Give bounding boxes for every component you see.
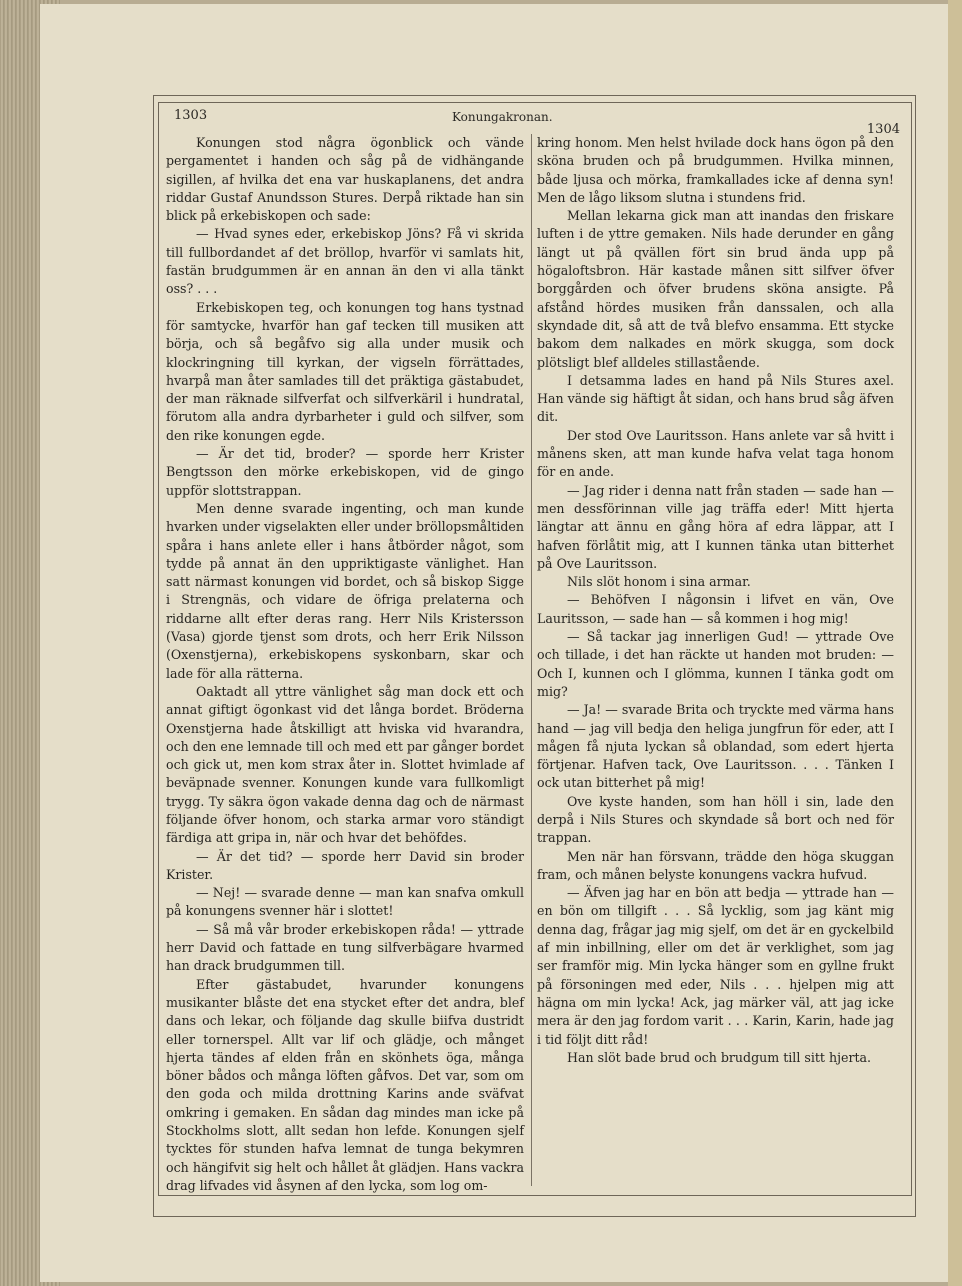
left-column — [166, 134, 524, 1195]
paragraph: Men denne svarade ingenting, och man kunde hvarken under vigselakten eller under bröllopsmåltiden spåra i hans anlete eller i hans åtbörder något, som tydde på annat än den uppriktigaste vänlighet. Han satt närmast konungen vid bordet, och så biskop Sigge i Strengnäs, och vidare de öfriga prelaterna och riddarne allt efter deras rang. Herr Nils Kristersson (Vasa) gjorde tjenst som drots, och herr Erik Nilsson (Oxenstjerna), erkebiskopens syskonbarn, skar och lade för alla rätterna. — [166, 500, 524, 681]
paragraph: — Är det tid, broder? — sporde herr Krister Bengtsson den mörke erkebiskopen, vid de gingo uppför slottstrappan. — [166, 446, 524, 498]
page-number-right: 1304 — [866, 122, 900, 137]
running-title: Konungakronan. — [452, 110, 553, 124]
paragraph: kring honom. Men helst hvilade dock hans ögon på den sköna bruden och på brudgummen. Hvilka minnen, både ljusa och mörka, framkallades icke af denna syn! Men de lågo liksom slutna i stundens frid. — [537, 135, 894, 205]
paragraph: Ove kyste handen, som han höll i sin, lade den derpå i Nils Stures och skyndade så bort och ned för trappan. — [537, 793, 894, 846]
paragraph: — Behöfven I någonsin i lifvet en vän, Ove Lauritsson, — sade han — så kommen i hog mig! — [537, 592, 894, 626]
paragraph: — Hvad synes eder, erkebiskop Jöns? Få vi skrida till fullbordandet af det bröllop, hvarför vi samlats hit, fastän brudgummen är en annan än den vi alla tänkt oss? . . . — [166, 226, 524, 297]
paragraph: — Jag rider i denna natt från staden — sade han — men dessförinnan ville jag träffa eder! Mitt hjerta längtar att ännu en gång höra af edra läppar, att I hafven förlåtit mig, att I kunnen tänka utan bitterhet på Ove Lauritsson. — [537, 482, 894, 571]
paragraph: Efter gästabudet, hvarunder konungens musikanter blåste det ena stycket efter det andra, blef dans och lekar, och följande dag skulle biifva dustridt eller tornerspel. Allt var lif och glädje, och månget hjerta tändes af elden från en skönhets öga, många böner bådos och många löften gåfvos. Det var, som om den goda och milda drottning Karins ande sväfvat omkring i gemaken. En sådan dag mindes man icke på Stockholms slott, allt sedan hon lefde. Konungen sjelf tycktes för stunden hafva lemnat de tunga bekymren och hängifvit sig helt och hållet åt glädjen. Hans vackra drag lifvades vid åsynen af den lycka, som log om- — [166, 976, 524, 1193]
paragraph: — Så tackar jag innerligen Gud! — yttrade Ove och tillade, i det han räckte ut handen mot bruden: — Och I, kunnen och I glömma, kunnen I tänka godt om mig? — [537, 629, 894, 699]
page-number-left: 1303 — [174, 108, 208, 123]
paragraph: Der stod Ove Lauritsson. Hans anlete var så hvitt i månens sken, att man kunde hafva velat taga honom för en ande. — [537, 427, 894, 480]
paragraph: Nils slöt honom i sina armar. — [567, 574, 751, 590]
paragraph: I detsamma lades en hand på Nils Stures axel. Han vände sig häftigt åt sidan, och hans brud såg äfven dit. — [537, 372, 894, 425]
next-page-edge — [948, 0, 962, 1286]
paragraph: Konungen stod några ögonblick och vände pergamentet i handen och såg på de vidhängande sigillen, af hvilka det ena var huskaplanens, det andra riddar Gustaf Anundsson Stures. Derpå riktade han sin blick på erkebiskopen och sade: — [166, 135, 524, 224]
paragraph: — Äfven jag har en bön att bedja — yttrade han — en bön om tillgift . . . Så lycklig, som jag känt mig denna dag, frågar jag mig sjelf, om det är en gyckelbild af min inbillning, eller om det är verklighet, som jag ser framför mig. Min lycka hänger som en gyllne frukt på försoningen med eder, Nils . . . hjelpen mig att hägna om min lycka! Ack, jag märker väl, att jag icke mera är den jag fordom varit . . . Karin, Karin, hade jag i tid följt ditt råd! — [537, 885, 894, 1047]
paragraph: Erkebiskopen teg, och konungen tog hans tystnad för samtycke, hvarför han gaf tecken till musiken att börja, och så begåfvo sig alla under musik och klockringning till kyrkan, der vigseln förrättades, hvarpå man åter samlades till det präktiga gästabudet, der man räknade silfverfat och silfverkäril i hundratal, förutom alla andra dyrbarheter i guld och silfver, som den rike konungen egde. — [166, 299, 524, 443]
column-divider — [531, 134, 532, 1186]
paragraph: Men när han försvann, trädde den höga skuggan fram, och månen belyste konungens vackra hufvud. — [537, 848, 894, 882]
right-column — [537, 134, 894, 1067]
paragraph: Oaktadt all yttre vänlighet såg man dock ett och annat giftigt ögonkast vid det långa bordet. Bröderna Oxenstjerna hade åtskilligt att hviska vid hvarandra, och den ene lemnade till och med ett par gånger bordet och gick ut, men kom strax åter in. Slottet hvimlade af beväpnade svenner. Konungen kunde vara fullkomligt trygg. Ty säkra ögon vakade denna dag och de närmast följande öfver honom, och starka armar voro ständigt färdiga att gripa in, när och hvar det behöfdes. — [166, 683, 524, 846]
paragraph: Mellan lekarna gick man att inandas den friskare luften i de yttre gemaken. Nils hade derunder en gång längt ut på qvällen fört sin brud ända upp på högaloftsbron. Här kastade månen sitt silfver öfver borggården och öfver brudens sköna ansigte. På afstånd hördes musiken från danssalen, och alla skyndade dit, så att de två blefvo ensamma. Ett stycke bakom dem nalkades en mörk skugga, som dock plötsligt blef alldeles stillastående. — [537, 208, 894, 370]
paragraph: — Så må vår broder erkebiskopen råda! — yttrade herr David och fattade en tung silfverbägare hvarmed han drack brudgummen till. — [166, 921, 524, 974]
paragraph: — Är det tid? — sporde herr David sin broder Krister. — [166, 848, 524, 882]
paragraph: Han slöt bade brud och brudgum till sitt hjerta. — [567, 1049, 872, 1065]
paragraph: — Nej! — svarade denne — man kan snafva omkull på konungens svenner här i slottet! — [166, 885, 524, 919]
paragraph: — Ja! — svarade Brita och tryckte med värma hans hand — jag vill bedja den heliga jungfrun för eder, att I mågen få njuta lyckan så oblandad, som edert hjerta förtjenar. Hafven tack, Ove Lauritsson. . . . Tänken I ock utan bitterhet på mig! — [537, 702, 894, 791]
